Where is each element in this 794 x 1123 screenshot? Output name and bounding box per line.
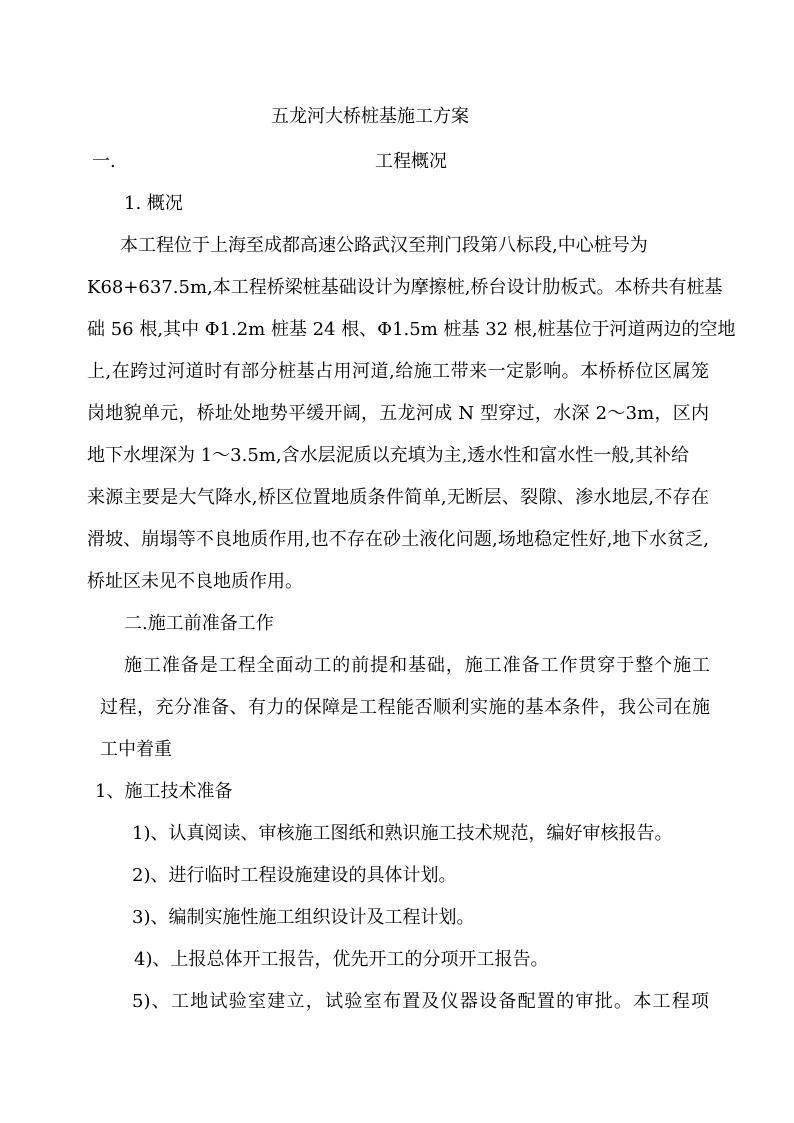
paragraph-line: K68+637.5m,本工程桥梁桩基础设计为摩擦桩,桥台设计肋板式。本桥共有桩基: [87, 277, 723, 298]
paragraph-line: 滑坡、崩塌等不良地质作用,也不存在砂土液化问题,场地稳定性好,地下水贫乏,: [87, 529, 709, 550]
section-heading: 工程概况: [375, 151, 447, 172]
list-item: 2)、进行临时工程设施建设的具体计划。: [132, 865, 457, 886]
paragraph-line: 过程，充分准备、有力的保障是工程能否顺利实施的基本条件，我公司在施: [100, 697, 710, 718]
section-number: 一.: [92, 151, 116, 172]
paragraph-line: 桥址区未见不良地质作用。: [87, 571, 303, 592]
list-item: 1)、认真阅读、审核施工图纸和熟识施工技术规范，编好审核报告。: [132, 823, 673, 844]
paragraph-line: 岗地貌单元，桥址处地势平缓开阔，五龙河成 N 型穿过，水深 2～3m，区内: [87, 403, 709, 424]
sub-heading: 1、施工技术准备: [95, 781, 233, 802]
list-item: 4)、上报总体开工报告，优先开工的分项开工报告。: [134, 949, 549, 970]
list-item: 5)、工地试验室建立，试验室布置及仪器设备配置的审批。本工程项: [132, 991, 709, 1012]
paragraph-line: 础 56 根,其中 Φ1.2m 桩基 24 根、Φ1.5m 桩基 32 根,桩基位于河道两边的空地: [87, 319, 736, 340]
paragraph-line: 来源主要是大气降水,桥区位置地质条件简单,无断层、裂隙、渗水地层,不存在: [87, 487, 709, 508]
section-heading: 二.施工前准备工作: [124, 613, 274, 634]
sub-heading: 1. 概况: [124, 193, 183, 214]
paragraph-line: 施工准备是工程全面动工的前提和基础，施工准备工作贯穿于整个施工: [124, 655, 710, 676]
paragraph-line: 工中着重: [100, 739, 172, 760]
paragraph-line: 上,在跨过河道时有部分桩基占用河道,给施工带来一定影响。本桥桥位区属笼: [87, 361, 709, 382]
document-title: 五龙河大桥桩基施工方案: [271, 106, 469, 127]
paragraph-line: 地下水埋深为 1～3.5m,含水层泥质以充填为主,透水性和富水性一般,其补给: [87, 445, 690, 466]
paragraph-line: 本工程位于上海至成都高速公路武汉至荆门段第八标段,中心桩号为: [120, 235, 648, 256]
list-item: 3)、编制实施性施工组织设计及工程计划。: [132, 907, 475, 928]
